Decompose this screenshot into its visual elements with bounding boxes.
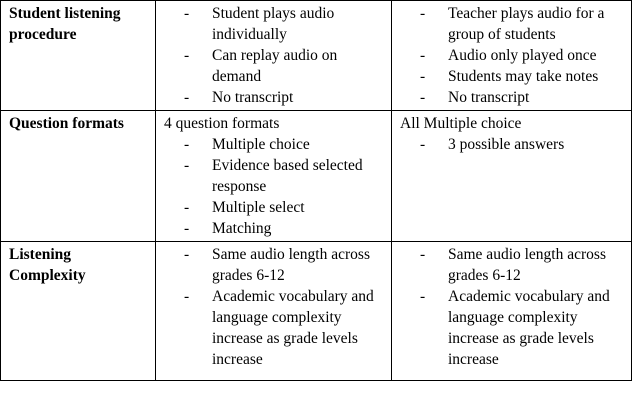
table-row [1,1,632,111]
dash-bullet-icon: - [420,5,426,22]
dash-bullet-icon: - [184,246,190,263]
cell-intro-text: All Multiple choice [400,115,522,132]
list-item-text: Academic vocabulary and language complexity increase as grade levels increase [448,288,610,368]
list-item [164,197,387,218]
dash-bullet-icon: - [184,157,190,174]
row-label-cell [1,111,156,242]
list-item-text: Can replay audio on demand [212,47,338,85]
dash-bullet-icon: - [420,288,426,305]
list-item-text: Evidence based selected response [212,157,363,195]
row-label-cell [1,1,156,111]
dash-bullet-icon: - [184,199,190,216]
list-item [164,45,387,87]
list-item-text: Students may take notes [448,68,599,85]
list-item-text: No transcript [212,89,294,106]
list-item-text: Same audio length across grades 6-12 [448,246,606,284]
column-b-cell [392,242,632,381]
list-item [400,3,627,45]
list-item [400,66,627,87]
bullet-list [400,3,627,108]
row-label: Student listening procedure [9,5,121,43]
dash-bullet-icon: - [420,136,426,153]
list-item [400,45,627,66]
list-item [164,134,387,155]
dash-bullet-icon: - [184,5,190,22]
bullet-list [400,244,627,370]
list-item-text: Audio only played once [448,47,597,64]
column-a-cell [156,242,392,381]
dash-bullet-icon: - [184,47,190,64]
list-item [164,87,387,108]
column-a-cell [156,1,392,111]
list-item [400,134,627,155]
list-item [164,3,387,45]
list-item [400,244,627,286]
cell-intro-text: 4 question formats [164,115,280,132]
dash-bullet-icon: - [420,89,426,106]
list-item-text: Same audio length across grades 6-12 [212,246,370,284]
list-item [164,286,387,370]
row-label: Listening Complexity [9,246,86,284]
dash-bullet-icon: - [184,136,190,153]
column-b-cell [392,1,632,111]
dash-bullet-icon: - [184,220,190,237]
list-item-text: Multiple choice [212,136,310,153]
dash-bullet-icon: - [420,47,426,64]
dash-bullet-icon: - [184,288,190,305]
table-row [1,242,632,381]
dash-bullet-icon: - [420,246,426,263]
row-label: Question formats [9,115,124,132]
dash-bullet-icon: - [420,68,426,85]
list-item [164,244,387,286]
list-item [164,155,387,197]
row-label-cell [1,242,156,381]
bullet-list [164,3,387,108]
column-b-cell [392,111,632,242]
bullet-list [164,244,387,370]
table-row [1,111,632,242]
list-item [164,218,387,239]
column-a-cell [156,111,392,242]
list-item-text: No transcript [448,89,530,106]
bullet-list [164,134,387,239]
list-item [400,286,627,370]
list-item-text: Teacher plays audio for a group of students [448,5,605,43]
bullet-list [400,134,627,155]
list-item-text: 3 possible answers [448,136,565,153]
list-item-text: Student plays audio individually [212,5,335,43]
list-item-text: Multiple select [212,199,305,216]
list-item-text: Matching [212,220,272,237]
dash-bullet-icon: - [184,89,190,106]
list-item [400,87,627,108]
list-item-text: Academic vocabulary and language complexity increase as grade levels increase [212,288,374,368]
